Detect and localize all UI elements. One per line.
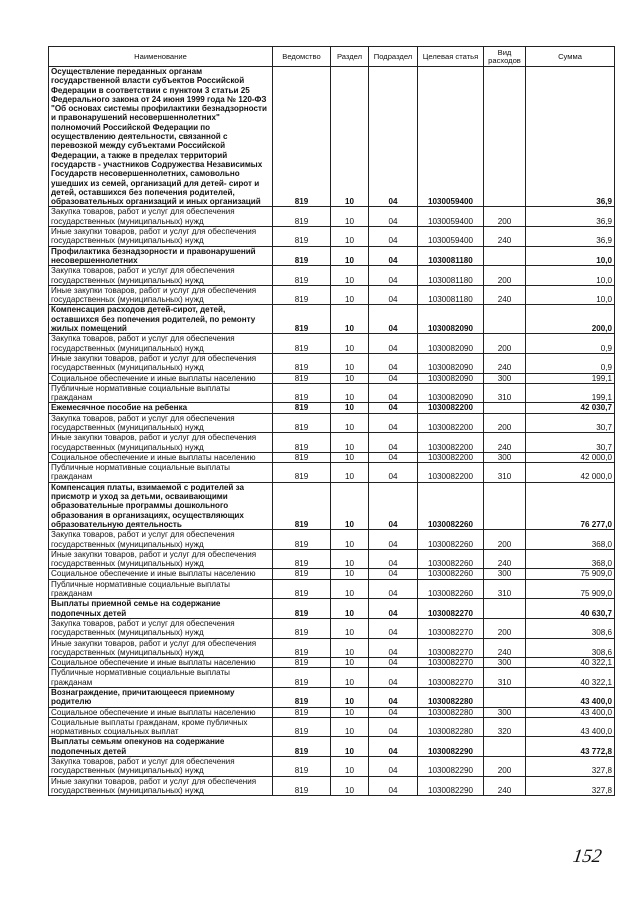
cell-kind (484, 67, 526, 207)
cell-target: 1030082270 (418, 658, 484, 668)
cell-target: 1030081180 (418, 266, 484, 286)
table-row (49, 67, 615, 207)
cell-section: 10 (331, 403, 369, 413)
cell-target: 1030081180 (418, 246, 484, 266)
cell-kind: 200 (484, 207, 526, 227)
cell-section: 10 (331, 658, 369, 668)
cell-section: 10 (331, 463, 369, 483)
cell-section: 10 (331, 383, 369, 403)
cell-kind: 240 (484, 549, 526, 569)
table-row (49, 717, 615, 737)
cell-dept: 819 (273, 373, 331, 383)
page-number: 152 (571, 846, 604, 867)
header-sum: Сумма (526, 47, 615, 67)
cell-sum: 42 000,0 (526, 463, 615, 483)
cell-section: 10 (331, 373, 369, 383)
table-row (49, 569, 615, 579)
cell-kind: 310 (484, 579, 526, 599)
cell-section: 10 (331, 482, 369, 529)
cell-target: 1030082090 (418, 383, 484, 403)
cell-target: 1030082280 (418, 688, 484, 708)
cell-target: 1030082260 (418, 569, 484, 579)
cell-dept: 819 (273, 334, 331, 354)
cell-subsection: 04 (369, 373, 418, 383)
cell-sum: 43 400,0 (526, 707, 615, 717)
cell-sum: 308,6 (526, 618, 615, 638)
cell-kind: 320 (484, 717, 526, 737)
header-kind: Вид расходов (484, 47, 526, 67)
header-dept: Ведомство (273, 47, 331, 67)
cell-dept: 819 (273, 668, 331, 688)
cell-dept: 819 (273, 207, 331, 227)
cell-sum: 368,0 (526, 549, 615, 569)
cell-target: 1030082200 (418, 413, 484, 433)
cell-subsection: 04 (369, 334, 418, 354)
table-row (49, 305, 615, 334)
cell-kind: 310 (484, 463, 526, 483)
cell-target: 1030059400 (418, 227, 484, 247)
cell-dept: 819 (273, 305, 331, 334)
cell-sum: 42 030,7 (526, 403, 615, 413)
cell-name: Выплаты семьям опекунов на содержание подопечных детей (49, 737, 273, 757)
cell-section: 10 (331, 618, 369, 638)
cell-target: 1030082200 (418, 433, 484, 453)
cell-subsection: 04 (369, 717, 418, 737)
cell-sum: 10,0 (526, 246, 615, 266)
cell-sum: 10,0 (526, 285, 615, 305)
cell-subsection: 04 (369, 285, 418, 305)
table-row (49, 285, 615, 305)
table-row (49, 403, 615, 413)
table-row (49, 207, 615, 227)
cell-target: 1030082090 (418, 373, 484, 383)
cell-sum: 0,9 (526, 353, 615, 373)
cell-subsection: 04 (369, 452, 418, 462)
cell-subsection: 04 (369, 227, 418, 247)
header-subsection: Подраздел (369, 47, 418, 67)
cell-subsection: 04 (369, 353, 418, 373)
cell-section: 10 (331, 717, 369, 737)
cell-dept: 819 (273, 688, 331, 708)
cell-subsection: 04 (369, 482, 418, 529)
table-row (49, 579, 615, 599)
cell-kind: 200 (484, 618, 526, 638)
table-row (49, 452, 615, 462)
cell-subsection: 04 (369, 707, 418, 717)
cell-target: 1030082270 (418, 618, 484, 638)
cell-section: 10 (331, 688, 369, 708)
cell-kind (484, 737, 526, 757)
table-row (49, 227, 615, 247)
cell-sum: 308,6 (526, 638, 615, 658)
cell-subsection: 04 (369, 305, 418, 334)
cell-section: 10 (331, 285, 369, 305)
cell-section: 10 (331, 413, 369, 433)
cell-subsection: 04 (369, 530, 418, 550)
cell-name: Закупка товаров, работ и услуг для обеспечения государственных (муниципальных) нужд (49, 266, 273, 286)
cell-dept: 819 (273, 737, 331, 757)
cell-kind: 200 (484, 266, 526, 286)
cell-name: Публичные нормативные социальные выплаты гражданам (49, 383, 273, 403)
cell-kind: 200 (484, 757, 526, 777)
cell-subsection: 04 (369, 67, 418, 207)
cell-name: Иные закупки товаров, работ и услуг для обеспечения государственных (муниципальных) нужд (49, 433, 273, 453)
cell-target: 1030082260 (418, 549, 484, 569)
cell-dept: 819 (273, 463, 331, 483)
cell-sum: 43 772,8 (526, 737, 615, 757)
header-name: Наименование (49, 47, 273, 67)
cell-section: 10 (331, 549, 369, 569)
cell-dept: 819 (273, 433, 331, 453)
table-row (49, 246, 615, 266)
header-target: Целевая статья (418, 47, 484, 67)
cell-kind: 300 (484, 373, 526, 383)
cell-name: Компенсация расходов детей-сирот, детей, оставшихся без попечения родителей, по ремонту жилых помещений (49, 305, 273, 334)
cell-kind (484, 246, 526, 266)
cell-dept: 819 (273, 707, 331, 717)
cell-name: Социальное обеспечение и иные выплаты населению (49, 569, 273, 579)
cell-kind: 240 (484, 285, 526, 305)
cell-dept: 819 (273, 353, 331, 373)
cell-name: Закупка товаров, работ и услуг для обеспечения государственных (муниципальных) нужд (49, 334, 273, 354)
cell-dept: 819 (273, 638, 331, 658)
cell-subsection: 04 (369, 688, 418, 708)
table-row (49, 707, 615, 717)
cell-kind: 300 (484, 658, 526, 668)
header-section: Раздел (331, 47, 369, 67)
cell-sum: 40 322,1 (526, 658, 615, 668)
cell-name: Выплаты приемной семье на содержание подопечных детей (49, 599, 273, 619)
cell-dept: 819 (273, 413, 331, 433)
cell-target: 1030081180 (418, 285, 484, 305)
cell-dept: 819 (273, 549, 331, 569)
cell-sum: 199,1 (526, 383, 615, 403)
table-row (49, 433, 615, 453)
cell-dept: 819 (273, 569, 331, 579)
cell-section: 10 (331, 599, 369, 619)
cell-target: 1030082260 (418, 482, 484, 529)
cell-section: 10 (331, 668, 369, 688)
cell-target: 1030082270 (418, 599, 484, 619)
cell-kind (484, 599, 526, 619)
cell-sum: 36,9 (526, 227, 615, 247)
cell-dept: 819 (273, 618, 331, 638)
cell-subsection: 04 (369, 658, 418, 668)
cell-subsection: 04 (369, 246, 418, 266)
cell-dept: 819 (273, 658, 331, 668)
cell-dept: 819 (273, 227, 331, 247)
cell-target: 1030082200 (418, 403, 484, 413)
cell-dept: 819 (273, 530, 331, 550)
cell-section: 10 (331, 757, 369, 777)
cell-section: 10 (331, 707, 369, 717)
table-row (49, 618, 615, 638)
cell-name: Публичные нормативные социальные выплаты гражданам (49, 463, 273, 483)
cell-target: 1030082200 (418, 463, 484, 483)
cell-dept: 819 (273, 452, 331, 462)
cell-section: 10 (331, 433, 369, 453)
cell-name: Социальное обеспечение и иные выплаты населению (49, 373, 273, 383)
cell-dept: 819 (273, 579, 331, 599)
cell-kind: 240 (484, 227, 526, 247)
cell-name: Иные закупки товаров, работ и услуг для обеспечения государственных (муниципальных) нужд (49, 549, 273, 569)
cell-sum: 200,0 (526, 305, 615, 334)
cell-target: 1030082090 (418, 353, 484, 373)
cell-subsection: 04 (369, 266, 418, 286)
budget-table (48, 46, 615, 796)
cell-dept: 819 (273, 757, 331, 777)
table-row (49, 353, 615, 373)
cell-dept: 819 (273, 285, 331, 305)
cell-sum: 10,0 (526, 266, 615, 286)
cell-subsection: 04 (369, 207, 418, 227)
table-row (49, 530, 615, 550)
table-row (49, 668, 615, 688)
cell-name: Иные закупки товаров, работ и услуг для обеспечения государственных (муниципальных) нужд (49, 285, 273, 305)
table-header-row (49, 47, 615, 67)
table-row (49, 737, 615, 757)
table-row (49, 757, 615, 777)
cell-target: 1030082260 (418, 530, 484, 550)
cell-name: Ежемесячное пособие на ребенка (49, 403, 273, 413)
cell-subsection: 04 (369, 618, 418, 638)
cell-name: Иные закупки товаров, работ и услуг для обеспечения государственных (муниципальных) нужд (49, 776, 273, 796)
cell-name: Закупка товаров, работ и услуг для обеспечения государственных (муниципальных) нужд (49, 757, 273, 777)
cell-dept: 819 (273, 482, 331, 529)
cell-name: Закупка товаров, работ и услуг для обеспечения государственных (муниципальных) нужд (49, 618, 273, 638)
cell-dept: 819 (273, 599, 331, 619)
cell-kind: 310 (484, 383, 526, 403)
table-row (49, 266, 615, 286)
table-row (49, 413, 615, 433)
cell-target: 1030082090 (418, 305, 484, 334)
cell-name: Закупка товаров, работ и услуг для обеспечения государственных (муниципальных) нужд (49, 530, 273, 550)
cell-section: 10 (331, 266, 369, 286)
cell-kind: 300 (484, 707, 526, 717)
cell-kind: 300 (484, 452, 526, 462)
cell-subsection: 04 (369, 549, 418, 569)
cell-section: 10 (331, 579, 369, 599)
cell-kind: 240 (484, 638, 526, 658)
table-row (49, 599, 615, 619)
cell-sum: 368,0 (526, 530, 615, 550)
cell-kind (484, 403, 526, 413)
cell-section: 10 (331, 530, 369, 550)
cell-section: 10 (331, 246, 369, 266)
cell-target: 1030082290 (418, 737, 484, 757)
cell-subsection: 04 (369, 383, 418, 403)
cell-dept: 819 (273, 67, 331, 207)
cell-kind: 200 (484, 530, 526, 550)
table-row (49, 383, 615, 403)
cell-target: 1030082270 (418, 668, 484, 688)
cell-kind: 240 (484, 776, 526, 796)
cell-dept: 819 (273, 383, 331, 403)
cell-dept: 819 (273, 246, 331, 266)
cell-sum: 36,9 (526, 207, 615, 227)
cell-sum: 327,8 (526, 757, 615, 777)
cell-name: Закупка товаров, работ и услуг для обеспечения государственных (муниципальных) нужд (49, 207, 273, 227)
cell-sum: 36,9 (526, 67, 615, 207)
cell-section: 10 (331, 737, 369, 757)
cell-sum: 40 322,1 (526, 668, 615, 688)
cell-section: 10 (331, 776, 369, 796)
cell-target: 1030082090 (418, 334, 484, 354)
cell-kind: 240 (484, 433, 526, 453)
cell-kind (484, 305, 526, 334)
cell-name: Публичные нормативные социальные выплаты гражданам (49, 579, 273, 599)
cell-sum: 327,8 (526, 776, 615, 796)
cell-sum: 43 400,0 (526, 688, 615, 708)
table-row (49, 463, 615, 483)
cell-section: 10 (331, 207, 369, 227)
cell-subsection: 04 (369, 569, 418, 579)
cell-subsection: 04 (369, 579, 418, 599)
cell-name: Иные закупки товаров, работ и услуг для обеспечения государственных (муниципальных) нужд (49, 353, 273, 373)
cell-kind: 200 (484, 334, 526, 354)
cell-target: 1030082290 (418, 776, 484, 796)
cell-subsection: 04 (369, 757, 418, 777)
cell-name: Социальное обеспечение и иные выплаты населению (49, 452, 273, 462)
cell-sum: 42 000,0 (526, 452, 615, 462)
cell-section: 10 (331, 353, 369, 373)
cell-subsection: 04 (369, 638, 418, 658)
cell-name: Социальные выплаты гражданам, кроме публичных нормативных социальных выплат (49, 717, 273, 737)
cell-subsection: 04 (369, 599, 418, 619)
cell-name: Компенсация платы, взимаемой с родителей за присмотр и уход за детьми, осваивающими образовательные программы дошкольного образования в организациях, осуществляющих образовательную деятельность (49, 482, 273, 529)
cell-name: Профилактика безнадзорности и правонарушений несовершеннолетних (49, 246, 273, 266)
cell-sum: 0,9 (526, 334, 615, 354)
cell-subsection: 04 (369, 413, 418, 433)
cell-kind: 200 (484, 413, 526, 433)
table-row (49, 373, 615, 383)
cell-sum: 76 277,0 (526, 482, 615, 529)
table-row (49, 482, 615, 529)
cell-section: 10 (331, 305, 369, 334)
cell-target: 1030082270 (418, 638, 484, 658)
cell-name: Социальное обеспечение и иные выплаты населению (49, 707, 273, 717)
cell-target: 1030082260 (418, 579, 484, 599)
cell-name: Социальное обеспечение и иные выплаты населению (49, 658, 273, 668)
cell-subsection: 04 (369, 668, 418, 688)
cell-sum: 75 909,0 (526, 579, 615, 599)
cell-subsection: 04 (369, 463, 418, 483)
table-row (49, 688, 615, 708)
cell-section: 10 (331, 227, 369, 247)
cell-target: 1030082290 (418, 757, 484, 777)
cell-sum: 199,1 (526, 373, 615, 383)
cell-target: 1030059400 (418, 207, 484, 227)
cell-kind: 310 (484, 668, 526, 688)
table-row (49, 334, 615, 354)
cell-sum: 40 630,7 (526, 599, 615, 619)
cell-kind (484, 688, 526, 708)
cell-section: 10 (331, 67, 369, 207)
cell-name: Осуществление переданных органам государственной власти субъектов Российской Федерации в соответствии с пунктом 3 статьи 25 Федерального закона от 24 июня 1999 года № 120-ФЗ "Об основах системы профилактики безнадзорности и правонарушений несовершеннолетних" полномочий Российской Федерации по осуществлению деятельности, связанной с перевозкой между субъектами Российской Федерации, а также в пределах территорий государств - участников Содружества Независимых Государств несовершеннолетних, самовольно ушедших из семей, организаций для детей- сирот и детей, оставшихся без попечения родителей, образовательных организаций и иных организаций (49, 67, 273, 207)
cell-dept: 819 (273, 403, 331, 413)
cell-name: Иные закупки товаров, работ и услуг для обеспечения государственных (муниципальных) нужд (49, 227, 273, 247)
cell-sum: 30,7 (526, 433, 615, 453)
cell-name: Вознаграждение, причитающееся приемному родителю (49, 688, 273, 708)
cell-target: 1030082280 (418, 717, 484, 737)
cell-section: 10 (331, 638, 369, 658)
cell-name: Закупка товаров, работ и услуг для обеспечения государственных (муниципальных) нужд (49, 413, 273, 433)
cell-target: 1030059400 (418, 67, 484, 207)
table-row (49, 549, 615, 569)
cell-kind (484, 482, 526, 529)
cell-dept: 819 (273, 266, 331, 286)
cell-target: 1030082280 (418, 707, 484, 717)
cell-section: 10 (331, 452, 369, 462)
table-row (49, 776, 615, 796)
cell-subsection: 04 (369, 776, 418, 796)
cell-subsection: 04 (369, 737, 418, 757)
cell-sum: 43 400,0 (526, 717, 615, 737)
table-row (49, 658, 615, 668)
cell-name: Иные закупки товаров, работ и услуг для обеспечения государственных (муниципальных) нужд (49, 638, 273, 658)
cell-dept: 819 (273, 717, 331, 737)
cell-target: 1030082200 (418, 452, 484, 462)
cell-subsection: 04 (369, 403, 418, 413)
cell-subsection: 04 (369, 433, 418, 453)
cell-kind: 300 (484, 569, 526, 579)
cell-dept: 819 (273, 776, 331, 796)
cell-section: 10 (331, 334, 369, 354)
table-row (49, 638, 615, 658)
cell-name: Публичные нормативные социальные выплаты гражданам (49, 668, 273, 688)
cell-kind: 240 (484, 353, 526, 373)
cell-sum: 75 909,0 (526, 569, 615, 579)
cell-sum: 30,7 (526, 413, 615, 433)
cell-section: 10 (331, 569, 369, 579)
